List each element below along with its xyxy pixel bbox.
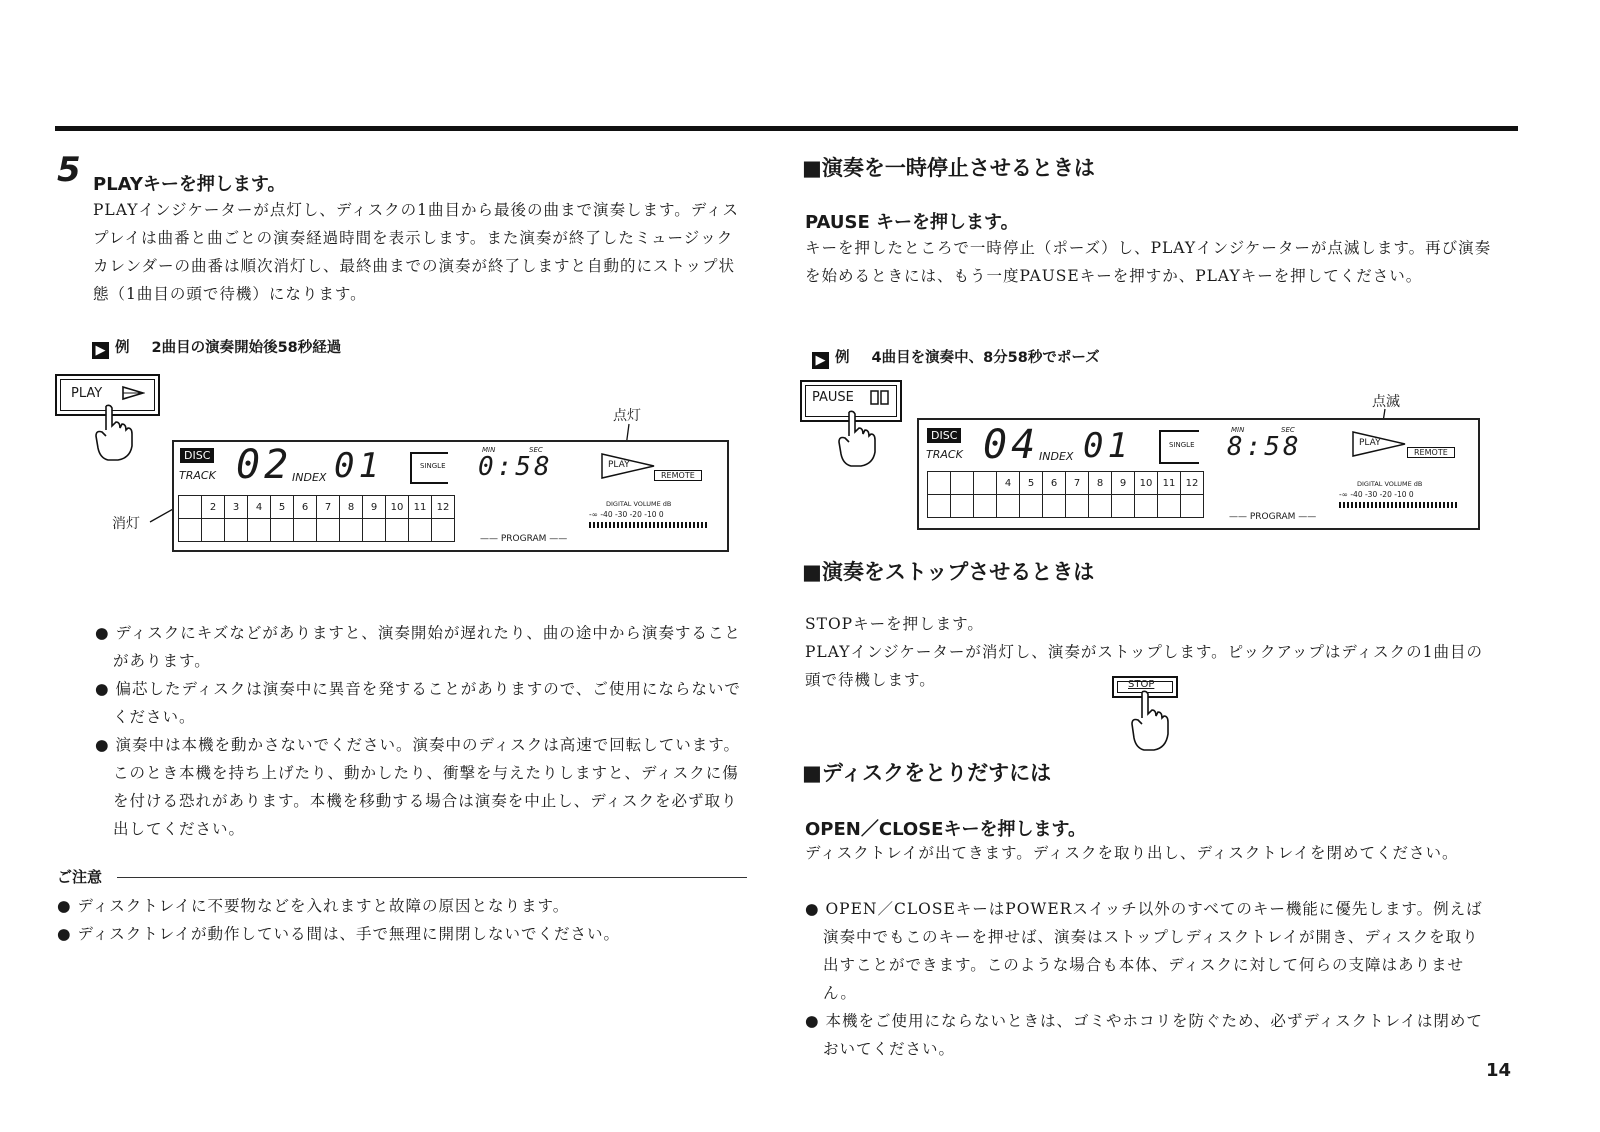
calendar-cell: 10 bbox=[1135, 472, 1158, 495]
calendar-cell: 6 bbox=[1043, 472, 1066, 495]
eject-body: ディスクトレイが出てきます。ディスクを取り出し、ディスクトレイを閉めてください。 bbox=[805, 844, 1459, 862]
example-text: 2曲目の演奏開始後58秒経過 bbox=[151, 340, 342, 356]
example-text: 4曲目を演奏中、8分58秒でポーズ bbox=[871, 350, 1100, 366]
calendar-cell: 5 bbox=[1020, 472, 1043, 495]
track-label: TRACK bbox=[926, 448, 963, 461]
caution-header bbox=[57, 866, 747, 888]
pressing-hand-icon bbox=[92, 404, 138, 462]
note-item: ● ディスクにキズなどがありますと、演奏開始が遅れたり、曲の途中から演奏することがあります。 bbox=[95, 624, 741, 670]
cd-display-right bbox=[917, 418, 1480, 530]
calendar-cell: 12 bbox=[1181, 472, 1204, 495]
calendar-cell: 6 bbox=[294, 496, 317, 519]
play-button-label: PLAY bbox=[71, 386, 103, 401]
music-calendar-grid-right bbox=[927, 471, 1204, 518]
stop-line1: STOPキーを押します。 bbox=[805, 615, 984, 633]
example-caption-right bbox=[812, 346, 1100, 369]
example-label: 例 bbox=[115, 340, 130, 356]
disc-indicator: DISC bbox=[927, 428, 961, 443]
track-number: 02 bbox=[236, 442, 293, 488]
calendar-cell bbox=[951, 472, 974, 495]
arrow-right-box-icon: ▶ bbox=[92, 342, 109, 359]
caution-list bbox=[57, 892, 757, 948]
stop-section-title: ■演奏をストップさせるときは bbox=[802, 560, 1095, 584]
remote-indicator: REMOTE bbox=[654, 470, 702, 481]
sec-label: SEC bbox=[529, 446, 543, 454]
index-number: 01 bbox=[334, 446, 383, 486]
step-body: PLAYインジケーターが点灯し、ディスクの1曲目から最後の曲まで演奏します。ディスプレイは曲番と曲ごとの演奏経過時間を表示します。また演奏が終了したミュージックカレンダーの曲番は順次消灯し、最終曲までの演奏が終了しますと自動的にストップ状態（1曲目の頭で待機）になります。 bbox=[93, 201, 739, 303]
cd-display-left bbox=[172, 440, 729, 552]
pressing-hand-icon bbox=[1128, 690, 1174, 752]
calendar-cell: 5 bbox=[271, 496, 294, 519]
calendar-cell: 2 bbox=[202, 496, 225, 519]
pressing-hand-icon bbox=[835, 410, 881, 468]
calendar-cell: 11 bbox=[409, 496, 432, 519]
note-item: ● 演奏中は本機を動かさないでください。演奏中のディスクは高速で回転しています。このとき本機を持ち上げたり、動かしたり、衝撃を与えたりしますと、ディスクに傷を付ける恐れがあります。本機を移動する場合は演奏を中止し、ディスクを必ず取り出してください。 bbox=[95, 736, 740, 838]
track-number: 04 bbox=[983, 422, 1040, 468]
time-readout: 0:58 bbox=[478, 452, 553, 482]
single-frame bbox=[1159, 430, 1199, 464]
note-item: ● 偏芯したディスクは演奏中に異音を発することがありますので、ご使用にならないでください。 bbox=[95, 680, 741, 726]
time-readout: 8:58 bbox=[1227, 432, 1302, 462]
pause-bars-icon bbox=[870, 390, 890, 406]
remote-indicator: REMOTE bbox=[1407, 447, 1455, 458]
calendar-cell bbox=[179, 496, 202, 519]
pause-heading: PAUSE キーを押します。 bbox=[805, 212, 1019, 233]
program-label: —— PROGRAM —— bbox=[480, 534, 568, 544]
eject-heading: OPEN／CLOSEキーを押します。 bbox=[805, 819, 1087, 840]
volume-meter bbox=[1339, 502, 1459, 508]
lit-label: 点灯 bbox=[613, 408, 641, 424]
step-number: 5 bbox=[57, 150, 81, 190]
single-label: SINGLE bbox=[1169, 441, 1195, 449]
step-heading: PLAYキーを押します。 bbox=[93, 174, 286, 195]
volume-meter bbox=[589, 522, 707, 528]
calendar-cell: 3 bbox=[225, 496, 248, 519]
pause-body: キーを押したところで一時停止（ポーズ）し、PLAYインジケーターが点滅します。再び演奏を始めるときには、もう一度PAUSEキーを押すか、PLAYキーを押してください。 bbox=[805, 239, 1492, 285]
volume-scale: -∞ -40 -30 -20 -10 0 bbox=[589, 510, 664, 519]
volume-label: DIGITAL VOLUME dB bbox=[1357, 480, 1423, 488]
example-label: 例 bbox=[835, 350, 850, 366]
stop-button-label: STOP bbox=[1128, 679, 1155, 690]
calendar-cell: 4 bbox=[248, 496, 271, 519]
calendar-cell: 7 bbox=[1066, 472, 1089, 495]
play-indicator-label: PLAY bbox=[1359, 438, 1381, 448]
stop-body: PLAYインジケーターが消灯し、演奏がストップします。ピックアップはディスクの1曲目の頭で待機します。 bbox=[805, 643, 1484, 689]
example-caption-left bbox=[92, 336, 341, 359]
calendar-cell: 11 bbox=[1158, 472, 1181, 495]
index-number: 01 bbox=[1083, 426, 1132, 466]
caution-item: ● ディスクトレイが動作している間は、手で無理に開閉しないでください。 bbox=[57, 925, 620, 943]
page-number: 14 bbox=[1486, 1060, 1512, 1081]
top-rule bbox=[55, 126, 1518, 131]
min-label: MIN bbox=[482, 446, 496, 454]
music-calendar-grid-left bbox=[178, 495, 455, 542]
single-label: SINGLE bbox=[420, 462, 446, 470]
calendar-cell: 9 bbox=[363, 496, 386, 519]
disc-indicator: DISC bbox=[180, 448, 214, 463]
blink-label: 点滅 bbox=[1372, 394, 1400, 410]
index-label: INDEX bbox=[292, 471, 327, 484]
calendar-cell: 4 bbox=[997, 472, 1020, 495]
pause-section-title: ■演奏を一時停止させるときは bbox=[802, 156, 1095, 180]
calendar-cell bbox=[928, 472, 951, 495]
eject-note-item: ● 本機をご使用にならないときは、ゴミやホコリを防ぐため、必ずディスクトレイは閉めておいてください。 bbox=[805, 1012, 1483, 1058]
calendar-cell: 8 bbox=[340, 496, 363, 519]
calendar-cell: 12 bbox=[432, 496, 455, 519]
eject-section-title: ■ディスクをとりだすには bbox=[802, 761, 1052, 785]
caution-rule bbox=[117, 877, 747, 878]
off-label: 消灯 bbox=[112, 516, 140, 532]
eject-note-item: ● OPEN／CLOSEキーはPOWERスイッチ以外のすべてのキー機能に優先します。例えば演奏中でもこのキーを押せば、演奏はストップしディスクトレイが開き、ディスクを取り出すことができます。このような場合も本体、ディスクに対して何らの支障はありません。 bbox=[805, 900, 1483, 1002]
calendar-cell bbox=[974, 472, 997, 495]
eject-notes-list bbox=[805, 895, 1495, 1063]
program-label: —— PROGRAM —— bbox=[1229, 512, 1317, 522]
volume-label: DIGITAL VOLUME dB bbox=[606, 500, 672, 508]
calendar-cell: 7 bbox=[317, 496, 340, 519]
calendar-cell: 9 bbox=[1112, 472, 1135, 495]
play-triangle-icon bbox=[121, 385, 145, 401]
play-indicator-label: PLAY bbox=[608, 460, 630, 470]
min-label: MIN bbox=[1231, 426, 1245, 434]
pause-button-label: PAUSE bbox=[812, 390, 854, 405]
play-notes-list bbox=[95, 619, 750, 843]
caution-title: ご注意 bbox=[57, 868, 106, 886]
single-frame bbox=[410, 452, 448, 484]
track-label: TRACK bbox=[179, 469, 216, 482]
volume-scale: -∞ -40 -30 -20 -10 0 bbox=[1339, 490, 1414, 499]
arrow-right-box-icon: ▶ bbox=[812, 352, 829, 369]
calendar-cell: 8 bbox=[1089, 472, 1112, 495]
sec-label: SEC bbox=[1281, 426, 1295, 434]
index-label: INDEX bbox=[1039, 450, 1074, 463]
calendar-cell: 10 bbox=[386, 496, 409, 519]
caution-item: ● ディスクトレイに不要物などを入れますと故障の原因となります。 bbox=[57, 897, 570, 915]
